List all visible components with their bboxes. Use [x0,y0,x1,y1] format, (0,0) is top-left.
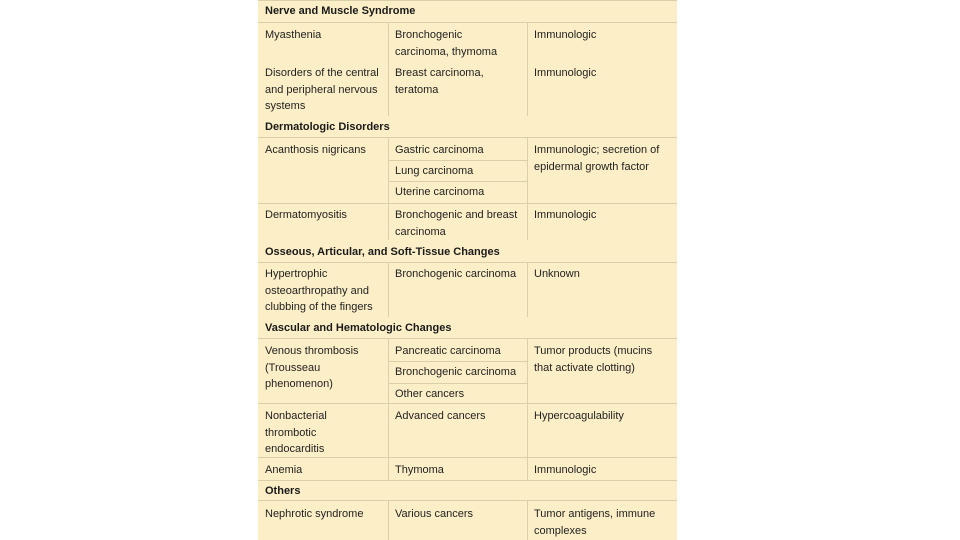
mechanism-cell: Immunologic; secretion of epidermal growth factor [534,144,660,173]
mechanism-cell: Tumor products (mucins that activate clotting) [534,345,653,374]
condition-cell: Myasthenia [265,29,322,41]
mechanism-cell: Hypercoagulability [534,410,624,422]
mechanism-cell: Immunologic [534,29,597,41]
section-heading: Dermatologic Disorders [265,121,390,133]
tumor-cell: Bronchogenic carcinoma [395,366,517,378]
condition-cell: Hypertrophic osteoarthropathy and clubbing of the fingers [265,268,373,313]
tumor-cell: Gastric carcinoma [395,144,484,156]
section-heading: Others [265,485,301,497]
tumor-cell: Other cancers [395,388,465,400]
condition-cell: Venous thrombosis (Trousseau phenomenon) [265,345,359,390]
tumor-cell: Breast carcinoma, teratoma [395,67,484,96]
tumor-cell: Bronchogenic carcinoma [395,268,517,280]
section-heading: Nerve and Muscle Syndrome [265,5,416,17]
tumor-cell: Advanced cancers [395,410,486,422]
mechanism-cell: Immunologic [534,464,597,476]
mechanism-cell: Unknown [534,268,580,280]
section-heading: Vascular and Hematologic Changes [265,322,452,334]
tumor-cell: Various cancers [395,508,474,520]
paraneoplastic-syndromes-table [258,0,677,540]
condition-cell: Anemia [265,464,303,476]
mechanism-cell: Tumor antigens, immune complexes [534,508,656,537]
condition-cell: Acanthosis nigricans [265,144,366,156]
tumor-cell: Uterine carcinoma [395,186,485,198]
tumor-cell: Pancreatic carcinoma [395,345,501,357]
tumor-cell: Bronchogenic carcinoma, thymoma [395,29,498,58]
mechanism-cell: Immunologic [534,209,597,221]
condition-cell: Disorders of the central and peripheral nervous systems [265,67,379,112]
tumor-cell: Thymoma [395,464,444,476]
condition-cell: Dermatomyositis [265,209,347,221]
mechanism-cell: Immunologic [534,67,597,79]
section-heading: Osseous, Articular, and Soft-Tissue Changes [265,246,500,258]
condition-cell: Nonbacterial thrombotic endocarditis [265,410,327,455]
condition-cell: Nephrotic syndrome [265,508,364,520]
tumor-cell: Bronchogenic and breast carcinoma [395,209,518,238]
tumor-cell: Lung carcinoma [395,165,474,177]
